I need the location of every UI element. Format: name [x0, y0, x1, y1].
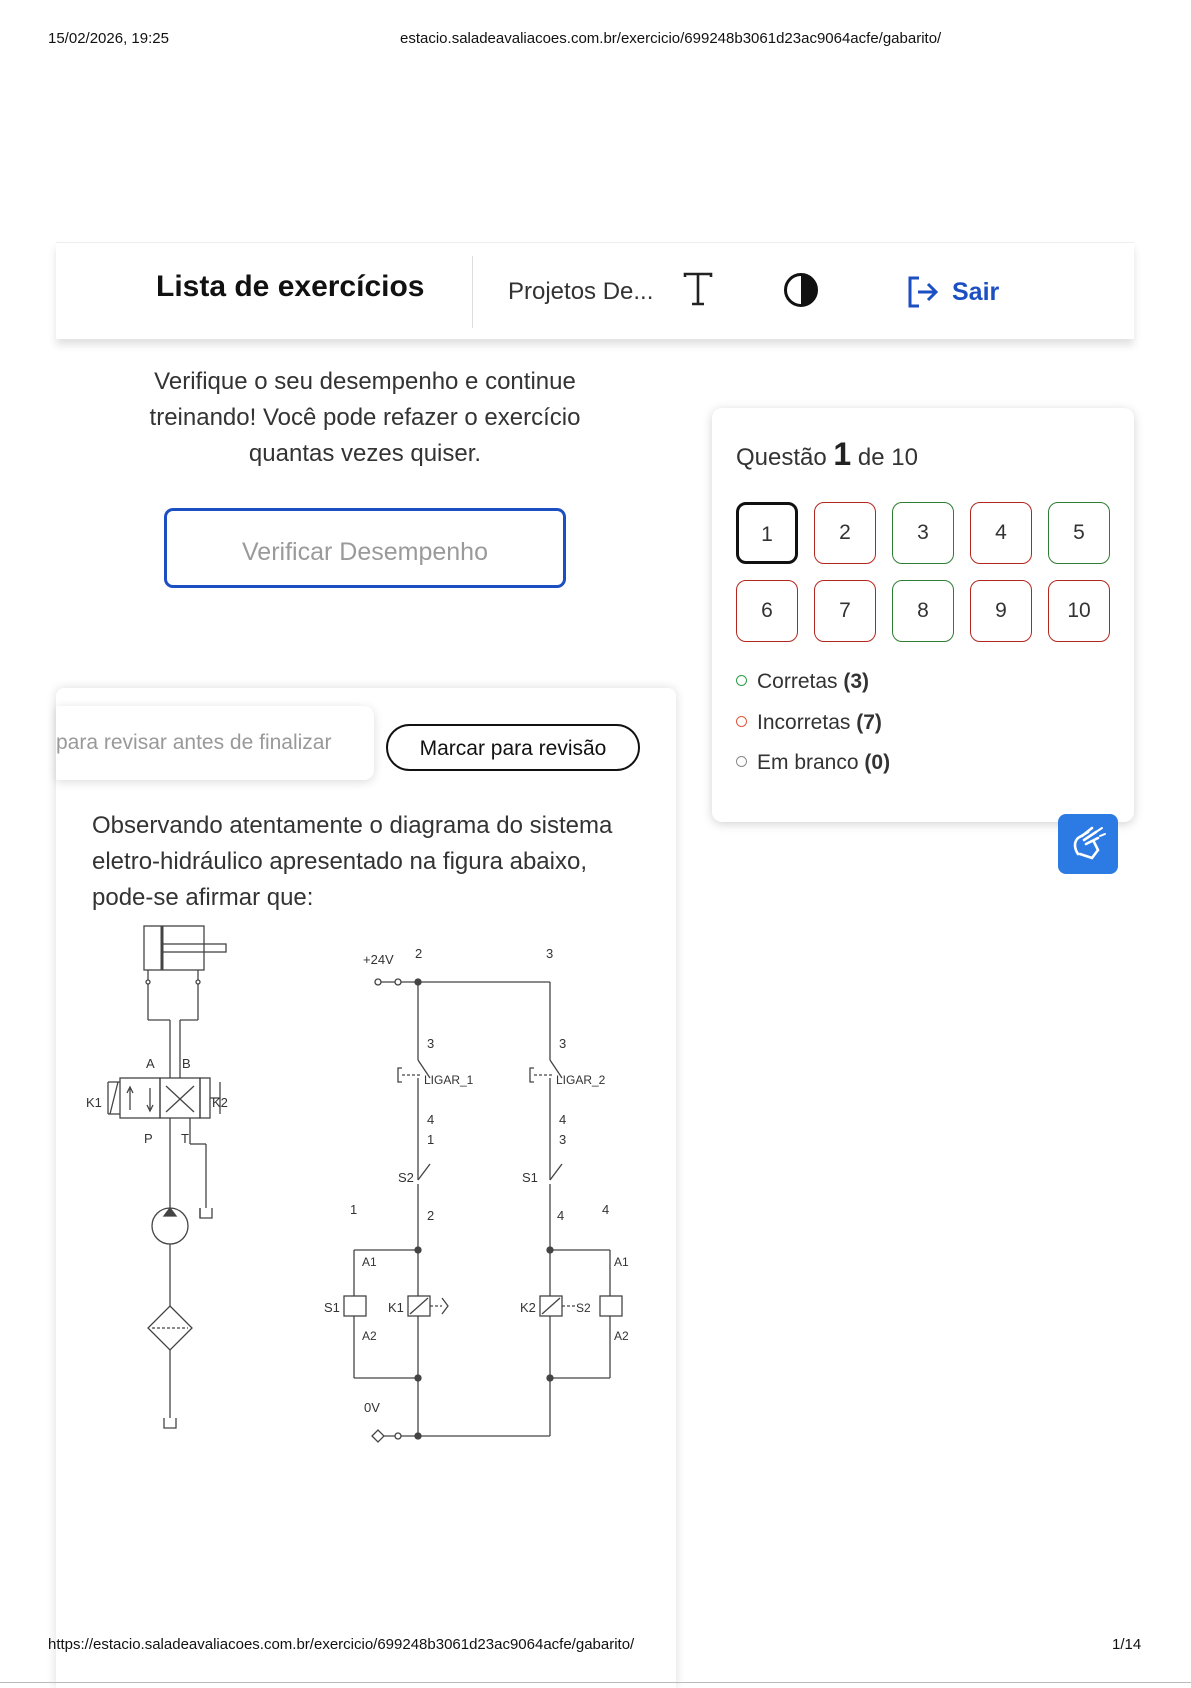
page-title: Lista de exercícios [156, 270, 425, 303]
print-url: estacio.saladeavaliacoes.com.br/exercicio/699248b3061d23ac9064acfe/gabarito/ [400, 30, 942, 47]
label-branch-1: 1 [350, 1202, 358, 1217]
label-a1-left: A1 [362, 1255, 377, 1269]
question-button-9[interactable]: 9 [970, 580, 1032, 642]
question-button-7[interactable]: 7 [814, 580, 876, 642]
course-name[interactable]: Projetos De... [508, 278, 654, 305]
pump [152, 1148, 188, 1306]
label-s1-solenoid: S1 [324, 1300, 340, 1315]
question-button-4[interactable]: 4 [970, 502, 1032, 564]
label-ligar2-4: 4 [559, 1112, 567, 1127]
label-p: P [144, 1131, 153, 1146]
review-hint: para revisar antes de finalizar [56, 706, 374, 780]
legend-blank-label: Em branco [757, 751, 859, 774]
legend-blank-count: (0) [864, 751, 891, 774]
label-a: A [146, 1056, 155, 1071]
label-branch-4a: 4 [557, 1208, 565, 1223]
label-ligar2: LIGAR_2 [556, 1073, 606, 1087]
question-button-5[interactable]: 5 [1048, 502, 1110, 564]
label-ligar1-1: 1 [427, 1132, 435, 1147]
filter [148, 1306, 192, 1428]
label-k1-valve: K1 [86, 1095, 102, 1110]
mark-for-review-button[interactable]: Marcar para revisão [386, 724, 640, 771]
cylinder [144, 926, 226, 970]
legend-correct-count: (3) [843, 670, 870, 693]
label-ligar1: LIGAR_1 [424, 1073, 474, 1087]
question-counter-prefix: Questão [736, 444, 827, 471]
question-text: Observando atentamente o diagrama do sistema eletro-hidráulico apresentado na figura abaixo, pode-se afirmar que: [92, 812, 613, 911]
label-a2-right: A2 [614, 1329, 629, 1343]
print-page-number: 1/14 [1112, 1636, 1142, 1653]
question-button-8[interactable]: 8 [892, 580, 954, 642]
legend-blank [736, 751, 890, 775]
legend-incorrect-count: (7) [856, 711, 882, 734]
print-footer-url: https://estacio.saladeavaliacoes.com.br/exercicio/699248b3061d23ac9064acfe/gabarito/ [48, 1636, 635, 1653]
question-counter [736, 436, 918, 473]
label-branch-4b: 4 [602, 1202, 610, 1217]
question-button-6[interactable]: 6 [736, 580, 798, 642]
divider [472, 256, 473, 328]
question-button-1[interactable]: 1 [736, 502, 798, 564]
label-0v: 0V [364, 1400, 380, 1415]
print-datetime: 15/02/2026, 19:25 [48, 30, 169, 47]
font-size-icon[interactable] [682, 272, 714, 306]
label-s1-contact: S1 [522, 1170, 538, 1185]
label-a2-left: A2 [362, 1329, 377, 1343]
incorrect-dot-icon [736, 716, 747, 727]
label-a1-right: A1 [614, 1255, 629, 1269]
question-counter-suffix: de 10 [857, 444, 918, 471]
label-k2-valve: K2 [212, 1095, 228, 1110]
label-ligar1-top: 3 [427, 1036, 435, 1051]
question-button-10[interactable]: 10 [1048, 580, 1110, 642]
blank-dot-icon [736, 756, 747, 767]
question-button-3[interactable]: 3 [892, 502, 954, 564]
label-ligar1-4: 4 [427, 1112, 435, 1127]
label-b: B [182, 1056, 191, 1071]
legend-correct-label: Corretas [757, 670, 838, 693]
page-bottom-line [0, 1682, 1191, 1683]
legend-incorrect-label: Incorretas [757, 711, 851, 734]
label-s2-solenoid: S2 [576, 1301, 591, 1315]
label-col-2: 2 [415, 946, 423, 961]
label-branch-2: 2 [427, 1208, 435, 1223]
label-k1-relay: K1 [388, 1300, 404, 1315]
label-ligar2-top: 3 [559, 1036, 567, 1051]
legend-correct [736, 670, 869, 694]
label-s2-contact: S2 [398, 1170, 414, 1185]
exit-icon[interactable] [906, 275, 940, 309]
electro-hydraulic-diagram [80, 918, 640, 1478]
correct-dot-icon [736, 675, 747, 686]
label-t: T [181, 1131, 189, 1146]
label-col-3: 3 [546, 946, 554, 961]
label-k2-relay: K2 [520, 1300, 536, 1315]
question-current: 1 [833, 436, 852, 472]
directional-valve [108, 1078, 220, 1218]
label-ligar2-3: 3 [559, 1132, 567, 1147]
electric-circuit [344, 979, 622, 1442]
verify-performance-button[interactable]: Verificar Desempenho [164, 508, 566, 588]
exit-button[interactable]: Sair [952, 278, 1000, 306]
intro-text: Verifique o seu desempenho e continue treinando! Você pode refazer o exercício quantas vezes quiser. [149, 368, 581, 467]
sign-language-icon[interactable] [1058, 814, 1118, 874]
contrast-icon[interactable] [783, 272, 819, 308]
label-24v: +24V [363, 952, 394, 967]
legend-incorrect [736, 711, 882, 735]
question-button-2[interactable]: 2 [814, 502, 876, 564]
